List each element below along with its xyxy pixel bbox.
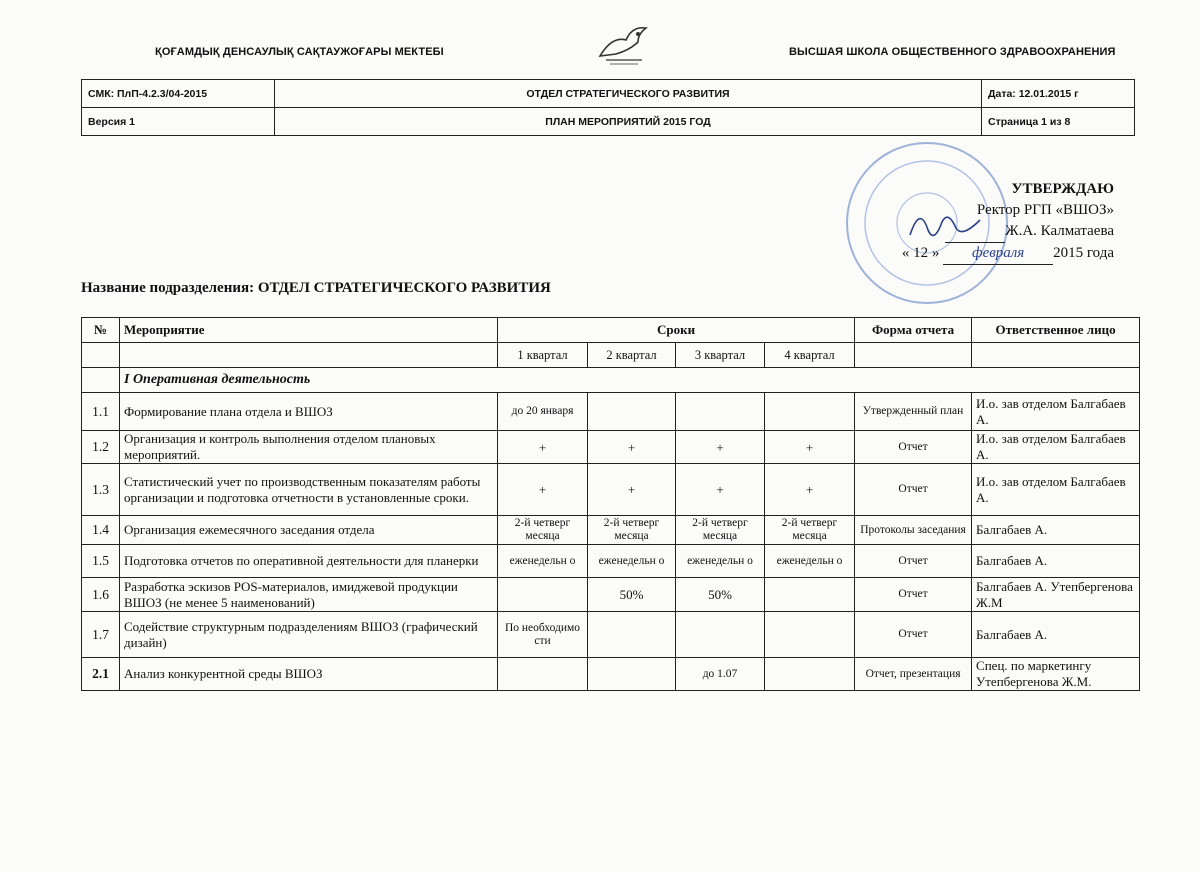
row-form: Отчет [855, 545, 972, 578]
table-row [82, 431, 1140, 464]
doc-date: Дата: 12.01.2015 г [982, 80, 1135, 108]
row-form: Утвержденный план [855, 393, 972, 431]
approval-name: Ж.А. Калматаева [1005, 223, 1114, 239]
row-number: 1.5 [82, 545, 120, 578]
col-num: № [82, 318, 120, 343]
row-responsible: Балгабаев А. [972, 545, 1140, 578]
approval-day: « 12 » [901, 245, 940, 261]
row-quarter-3: до 1.07 [676, 658, 765, 691]
row-quarter-1 [498, 658, 588, 691]
row-responsible: Балгабаев А. [972, 516, 1140, 545]
table-row [82, 578, 1140, 612]
row-form: Отчет [855, 431, 972, 464]
plan-table [81, 317, 1140, 691]
row-event: Организация ежемесячного заседания отдела [120, 516, 498, 545]
header-left-title: ҚОҒАМДЫҚ ДЕНСАУЛЫҚ САҚТАУЖОҒАРЫ МЕКТЕБІ [155, 46, 444, 58]
row-responsible: И.о. зав отделом Балгабаев А. [972, 464, 1140, 516]
row-form: Отчет [855, 464, 972, 516]
row-quarter-2: 2-й четверг месяца [588, 516, 676, 545]
table-row [82, 612, 1140, 658]
row-responsible: И.о. зав отделом Балгабаев А. [972, 431, 1140, 464]
col-form: Форма отчета [855, 318, 972, 343]
row-responsible: И.о. зав отделом Балгабаев А. [972, 393, 1140, 431]
row-quarter-3: 50% [676, 578, 765, 612]
plan-title: ПЛАН МЕРОПРИЯТИЙ 2015 ГОД [275, 108, 982, 136]
header-right-title: ВЫСШАЯ ШКОЛА ОБЩЕСТВЕННОГО ЗДРАВООХРАНЕНИЯ [789, 46, 1116, 58]
row-quarter-1: еженедельн о [498, 545, 588, 578]
row-quarter-3: еженедельн о [676, 545, 765, 578]
row-quarter-4 [765, 393, 855, 431]
row-form: Отчет [855, 578, 972, 612]
row-quarter-3: + [676, 464, 765, 516]
col-responsible: Ответственное лицо [972, 318, 1140, 343]
row-number: 1.7 [82, 612, 120, 658]
row-quarter-4 [765, 658, 855, 691]
row-quarter-3 [676, 393, 765, 431]
row-quarter-3: 2-й четверг месяца [676, 516, 765, 545]
school-logo-icon [592, 16, 656, 72]
row-event: Разработка эскизов POS-материалов, имиджевой продукции ВШОЗ (не менее 5 наименований) [120, 578, 498, 612]
row-quarter-1: + [498, 464, 588, 516]
row-quarter-1: до 20 января [498, 393, 588, 431]
quarter-4: 4 квартал [765, 343, 855, 368]
quarter-2: 2 квартал [588, 343, 676, 368]
row-form: Протоколы заседания [855, 516, 972, 545]
row-quarter-2 [588, 393, 676, 431]
row-event: Содействие структурным подразделениям ВШОЗ (графический дизайн) [120, 612, 498, 658]
table-row [82, 658, 1140, 691]
row-number: 1.2 [82, 431, 120, 464]
quarter-1: 1 квартал [498, 343, 588, 368]
row-number: 1.6 [82, 578, 120, 612]
row-quarter-2: + [588, 431, 676, 464]
row-quarter-2: еженедельн о [588, 545, 676, 578]
row-quarter-2 [588, 658, 676, 691]
page-number: Страница 1 из 8 [982, 108, 1135, 136]
row-event: Анализ конкурентной среды ВШОЗ [120, 658, 498, 691]
row-quarter-3: + [676, 431, 765, 464]
department-label: Название подразделения: ОТДЕЛ СТРАТЕГИЧЕСКОГО РАЗВИТИЯ [81, 280, 551, 296]
row-quarter-4 [765, 612, 855, 658]
section-title: I Оперативная деятельность [120, 368, 1140, 393]
approval-title: УТВЕРЖДАЮ [1011, 181, 1114, 197]
row-responsible: Балгабаев А. Утепбергенова Ж.М [972, 578, 1140, 612]
signature [900, 200, 990, 250]
row-number: 1.4 [82, 516, 120, 545]
row-quarter-2: + [588, 464, 676, 516]
row-quarter-1: По необходимо сти [498, 612, 588, 658]
table-row [82, 393, 1140, 431]
department-name: ОТДЕЛ СТРАТЕГИЧЕСКОГО РАЗВИТИЯ [275, 80, 982, 108]
row-quarter-4: еженедельн о [765, 545, 855, 578]
row-event: Статистический учет по производственным показателям работы организации и подготовка отчетности в установленные сроки. [120, 464, 498, 516]
table-row [82, 516, 1140, 545]
row-quarter-4: + [765, 464, 855, 516]
row-form: Отчет [855, 612, 972, 658]
row-number: 1.1 [82, 393, 120, 431]
row-quarter-2: 50% [588, 578, 676, 612]
row-quarter-2 [588, 612, 676, 658]
row-event: Формирование плана отдела и ВШОЗ [120, 393, 498, 431]
approval-position: Ректор РГП «ВШОЗ» [976, 202, 1114, 218]
doc-version: Версия 1 [82, 108, 275, 136]
col-terms: Сроки [498, 318, 855, 343]
quarter-3: 3 квартал [676, 343, 765, 368]
row-quarter-1 [498, 578, 588, 612]
approval-month: февраля [943, 243, 1053, 265]
row-form: Отчет, презентация [855, 658, 972, 691]
row-event: Подготовка отчетов по оперативной деятельности для планерки [120, 545, 498, 578]
document-header-table [81, 79, 1135, 136]
row-quarter-4: 2-й четверг месяца [765, 516, 855, 545]
row-quarter-4 [765, 578, 855, 612]
row-quarter-4: + [765, 431, 855, 464]
row-quarter-1: + [498, 431, 588, 464]
row-event: Организация и контроль выполнения отделом плановых мероприятий. [120, 431, 498, 464]
approval-year: 2015 года [1053, 245, 1114, 261]
smk-code: СМК: ПлП-4.2.3/04-2015 [82, 80, 275, 108]
row-responsible: Спец. по маркетингу Утепбергенова Ж.М. [972, 658, 1140, 691]
row-number: 2.1 [82, 658, 120, 691]
row-number: 1.3 [82, 464, 120, 516]
row-quarter-3 [676, 612, 765, 658]
row-responsible: Балгабаев А. [972, 612, 1140, 658]
row-quarter-1: 2-й четверг месяца [498, 516, 588, 545]
col-event: Мероприятие [120, 318, 498, 343]
table-row [82, 545, 1140, 578]
table-row [82, 464, 1140, 516]
